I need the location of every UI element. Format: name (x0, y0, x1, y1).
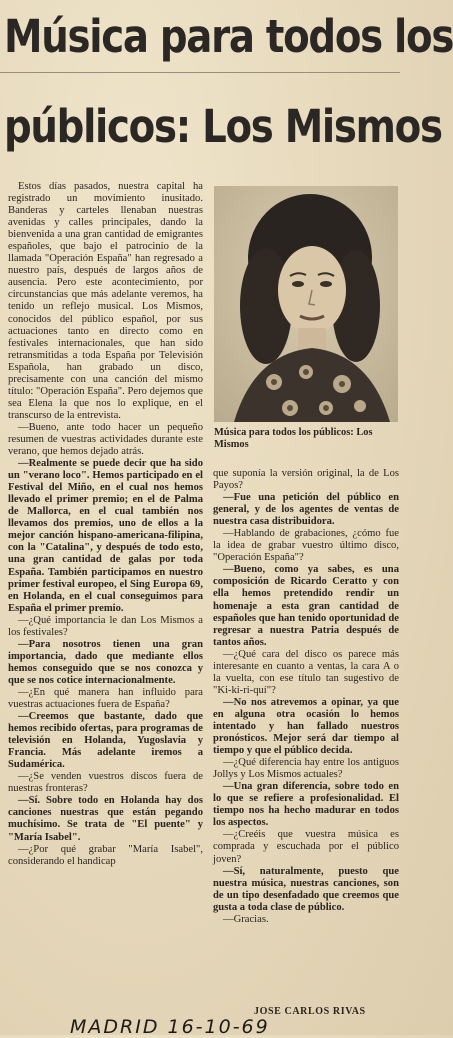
article-paragraph: —¿Qué diferencia hay entre los antiguos Jollys y Los Mismos actuales? (213, 757, 399, 781)
article-paragraph: —Sí. Sobre todo en Holanda hay dos canciones nuestras que están pegando muchísimo. Se trata de "El puente" y "María Isabel". (8, 795, 203, 843)
article-paragraph: —Creemos que bastante, dado que hemos recibido ofertas, para programas de televisión en Holanda, Yugoslavia y Francia. Más adelante iremos a Sudamérica. (8, 711, 203, 771)
photo-caption: Música para todos los públicos: Los Mismos (214, 427, 373, 450)
article-paragraph: —¿Creéis que vuestra música es comprada y escuchada por el público joven? (213, 829, 399, 865)
headline-line-1: Música para todos los (4, 10, 453, 63)
handwritten-date-note: MADRID 16-10-69 (70, 1016, 270, 1038)
portrait-image (214, 186, 398, 422)
headline-line-2: públicos: Los Mismos (4, 100, 442, 153)
article-paragraph: —¿Por qué grabar "María Isabel", considerando el handicap (8, 843, 203, 867)
article-paragraph: —Hablando de grabaciones, ¿cómo fue la idea de grabar vuestro último disco, "Operación España"? (213, 528, 399, 564)
article-column-right (213, 468, 399, 926)
article-paragraph: —Bueno, como ya sabes, es una composición de Ricardo Ceratto y con ella hemos pretendido rendir un homenaje a esta gran cantidad de españoles que han tenido oportunidad de regresar a nuestra Patria después de tantos años. (213, 564, 399, 648)
article-paragraph: —Para nosotros tienen una gran importancia, dado que mediante ellos hemos conseguido que se nos conozca y que se nos cotice internacionalmente. (8, 638, 203, 686)
article-paragraph: —¿Se venden vuestros discos fuera de nuestras fronteras? (8, 771, 203, 795)
article-paragraph: —Bueno, ante todo hacer un pequeño resumen de vuestras actividades durante este verano, que hemos dejado atrás. (8, 421, 203, 458)
article-paragraph: —Gracias. (223, 913, 269, 925)
article-paragraph: —Fue una petición del público en general, y de los agentes de ventas de nuestra casa distribuidora. (213, 492, 399, 528)
portrait-photo (214, 186, 398, 422)
article-paragraph: que suponía la versión original, la de Los Payos? (213, 468, 399, 492)
article-paragraph: —¿Qué importancia le dan Los Mismos a los festivales? (8, 614, 203, 638)
headline-rule (0, 72, 400, 73)
article-paragraph: —¿En qué manera han influido para vuestras actuaciones fuera de España? (8, 686, 203, 711)
article-paragraph: Estos días pasados, nuestra capital ha registrado un movimiento inusitado. Banderas y carteles llenaban nuestras avenidas y calles principales, dando la bienvenida a una gran cantidad de emigrantes españoles, que bajo el patrocinio de la llamada "Operación España" han regresado a nuestro país, después de largos años de ausencia. Pero este acontecimiento, por circunstancias que más adelante veremos, ha tenido un reflejo musical. Los Mismos, conocidos del público español, por sus actuaciones tanto en directo como en festivales internacionales, que han sido retransmitidas a toda España por Televisión Española, han grabado un disco, precisamente con una canción del mismo título: "Operación España". Pero dejemos que sea Elena la que nos lo explique, en el transcurso de la entrevista. (8, 181, 203, 421)
article-paragraph: —Realmente se puede decir que ha sido un "verano loco". Hemos participado en el Festival del Miño, en el cual nos hemos llevado el primer premio; en el de Palma de Mallorca, en el cual también nos llevamos dos premios, uno de ellos a la mejor canción hispano-americana-filipina, con la "Catalina", y después de todo esto, una gran cantidad de galas por toda España. También participamos en nuestro primer festival europeo, el Sing Europa 69, en Holanda, en el cual conseguimos para España el primer premio. (8, 458, 203, 614)
article-paragraph: —Sí, naturalmente, puesto que nuestra música, nuestras canciones, son de un tipo desenfadado que creemos que gusta a toda clase de público. (213, 865, 399, 913)
article-paragraph: —¿Qué cara del disco os parece más interesante en cuanto a ventas, la cara A o la vuelta, con ese título tan sugestivo de "Ki-ki-ri-quí"? (213, 648, 399, 696)
article-paragraph: —No nos atrevemos a opinar, ya que en alguna otra ocasión lo hemos intentado y han fallado nuestros pronósticos. Mejor será dar tiempo al tiempo y que el público decida. (213, 696, 399, 757)
article-paragraph: —Una gran diferencia, sobre todo en lo que se refiere a profesionalidad. El tiempo nos ha hecho madurar en todos los aspectos. (213, 781, 399, 829)
author-signature: JOSE CARLOS RIVAS (254, 1006, 366, 1017)
article-column-left (8, 181, 203, 868)
